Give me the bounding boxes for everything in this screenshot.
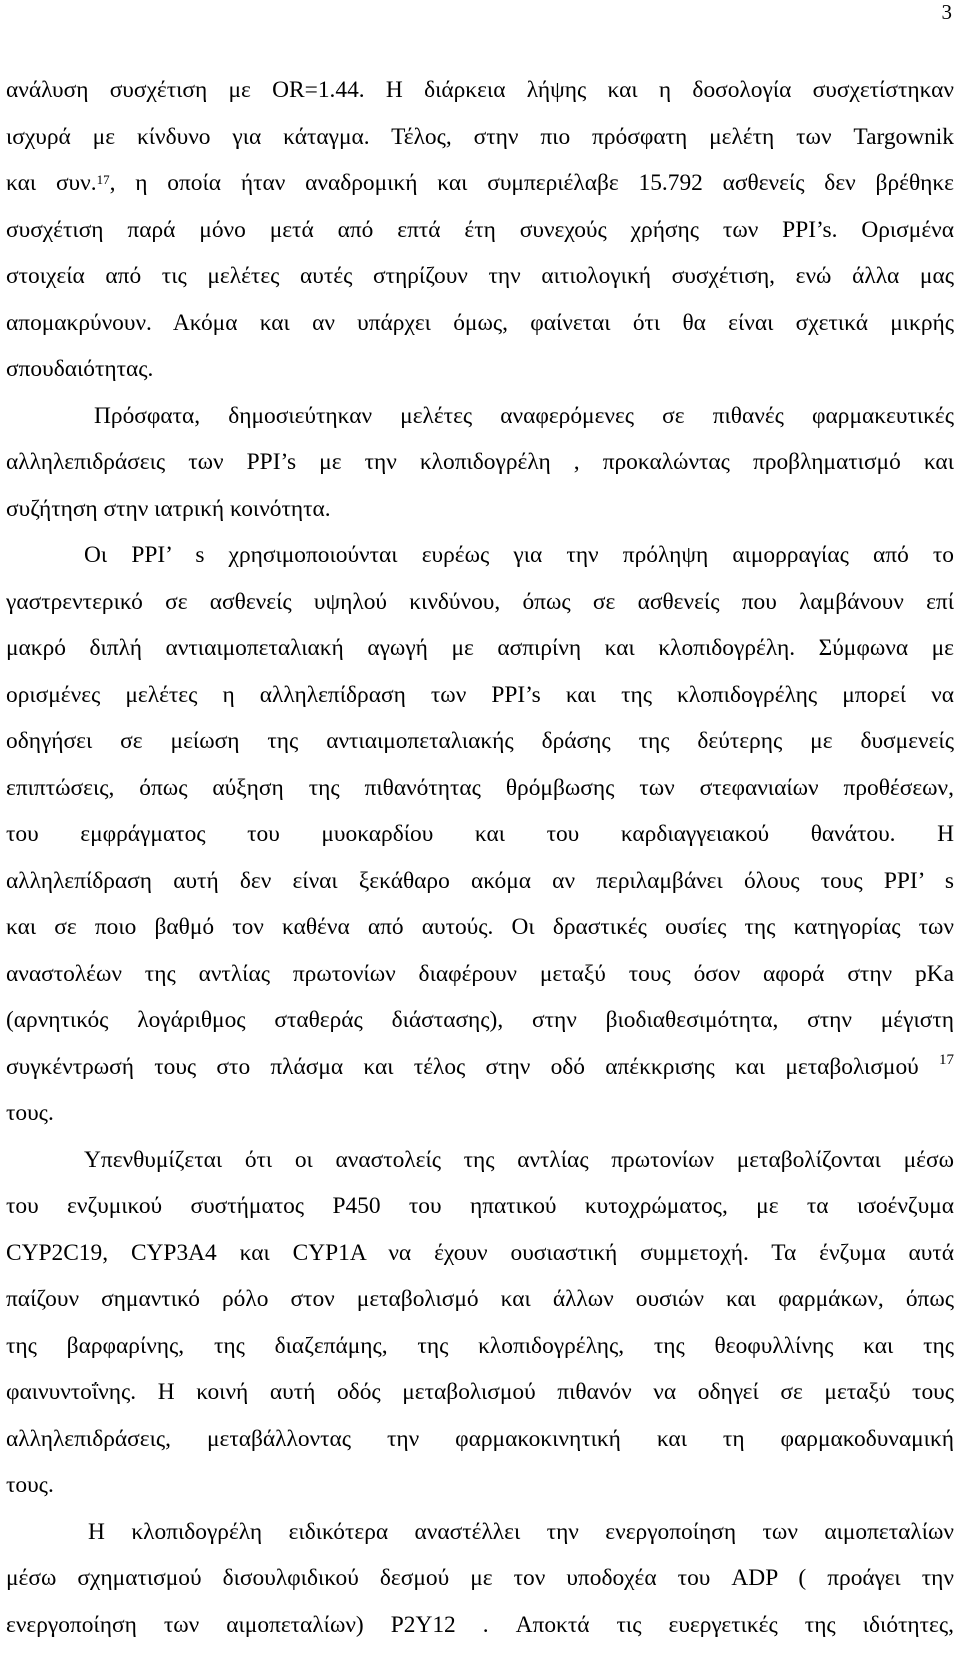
text-line: συσχέτιση παρά μόνο μετά από επτά έτη συνεχούς χρήσης των PPI’s. Ορισμένα <box>6 216 954 243</box>
text-line: ενεργοποίηση των αιμοπεταλίων) P2Y12 . Αποκτά τις ευεργετικές της ιδιότητες, <box>6 1611 954 1638</box>
text-line: συζήτηση στην ιατρική κοινότητα. <box>6 495 331 522</box>
text-line: φαινυντοΐνης. Η κοινή αυτή οδός μεταβολισμού πιθανόν να οδηγεί σε μεταξύ τους <box>6 1379 954 1405</box>
text-line: μακρό διπλή αντιαιμοπεταλιακή αγωγή με ασπιρίνη και κλοπιδογρέλη. Σύμφωνα με <box>6 635 954 661</box>
text-line: Πρόσφατα, δημοσιεύτηκαν μελέτες αναφερόμενες σε πιθανές φαρμακευτικές <box>94 402 954 429</box>
citation-superscript: 17 <box>96 172 110 187</box>
text-line: ανάλυση συσχέτιση με OR=1.44. Η διάρκεια λήψης και η δοσολογία συσχετίστηκαν <box>6 77 954 103</box>
page-number: 3 <box>941 0 952 24</box>
text-line: του ενζυμικού συστήματος P450 του ηπατικού κυτοχρώματος, με τα ισοένζυμα <box>6 1193 954 1219</box>
text-line: απομακρύνουν. Ακόμα και αν υπάρχει όμως, φαίνεται ότι θα είναι σχετικά μικρής <box>6 309 954 336</box>
text-line: οδηγήσει σε μείωση της αντιαιμοπεταλιακής δράσης της δεύτερης με δυσμενείς <box>6 728 954 754</box>
text-line: και σε ποιο βαθμό τον καθένα από αυτούς. Οι δραστικές ουσίες της κατηγορίας των <box>6 914 954 940</box>
text-segment: συγκέντρωσή τους στο πλάσμα και τέλος στην οδό απέκκρισης και μεταβολισμού <box>6 1053 939 1080</box>
text-line: ισχυρά με κίνδυνο για κάταγμα. Τέλος, στην πιο πρόσφατη μελέτη των Targownik <box>6 123 954 150</box>
text-line: παίζουν σημαντικό ρόλο στον μεταβολισμό και άλλων ουσιών και φαρμάκων, όπως <box>6 1286 954 1312</box>
text-line <box>6 1044 954 1091</box>
text-line: στοιχεία από τις μελέτες αυτές στηρίζουν την αιτιολογική συσχέτιση, ενώ άλλα μας <box>6 263 954 289</box>
text-line: της βαρφαρίνης, της διαζεπάμης, της κλοπιδογρέλης, της θεοφυλλίνης και της <box>6 1332 954 1359</box>
text-line: μέσω σχηματισμού δισουλφιδικού δεσμού με τον υποδοχέα του ADP ( προάγει την <box>6 1565 954 1591</box>
text-line: (αρνητικός λογάριθμος σταθεράς διάστασης), στην βιοδιαθεσιμότητα, στην μέγιστη <box>6 1007 954 1033</box>
text-line: τους. <box>6 1472 54 1498</box>
text-line: CYP2C19, CYP3A4 και CYP1A να έχουν ουσιαστική συμμετοχή. Τα ένζυμα αυτά <box>6 1239 954 1266</box>
text-line: Η κλοπιδογρέλη ειδικότερα αναστέλλει την ενεργοποίηση των αιμοπεταλίων <box>88 1518 954 1545</box>
text-line: σπουδαιότητας. <box>6 356 154 382</box>
text-line: Οι PPI’ s χρησιμοποιούνται ευρέως για την πρόληψη αιμορραγίας από το <box>84 542 954 568</box>
text-line: ορισμένες μελέτες η αλληλεπίδραση των PPI’s και της κλοπιδογρέλης μπορεί να <box>6 681 954 708</box>
text-line: αλληλεπιδράσεις των PPI’s με την κλοπιδογρέλη , προκαλώντας προβληματισμό και <box>6 449 954 475</box>
text-line: αναστολέων της αντλίας πρωτονίων διαφέρουν μεταξύ τους όσον αφορά στην pKa <box>6 960 954 987</box>
text-line: αλληλεπίδραση αυτή δεν είναι ξεκάθαρο ακόμα αν περιλαμβάνει όλους τους PPI’ s <box>6 867 954 894</box>
document-body <box>6 67 954 1648</box>
text-line: αλληλεπιδράσεις, μεταβάλλοντας την φαρμακοκινητική και τη φαρμακοδυναμική <box>6 1425 954 1452</box>
text-line: Υπενθυμίζεται ότι οι αναστολείς της αντλίας πρωτονίων μεταβολίζονται μέσω <box>84 1146 954 1173</box>
text-line <box>6 160 954 207</box>
text-line: τους. <box>6 1100 54 1126</box>
text-line: του εμφράγματος του μυοκαρδίου και του καρδιαγγειακού θανάτου. Η <box>6 821 954 847</box>
citation-superscript: 17 <box>939 1051 954 1068</box>
text-line: γαστρεντερικό σε ασθενείς υψηλού κινδύνου, όπως σε ασθενείς που λαμβάνουν επί <box>6 588 954 615</box>
text-segment: , η οποία ήταν αναδρομική και συμπεριέλαβε 15.792 ασθενείς δεν βρέθηκε <box>109 170 954 196</box>
text-segment: και συν. <box>6 170 97 196</box>
text-line: επιπτώσεις, όπως αύξηση της πιθανότητας θρόμβωσης των στεφανιαίων προθέσεων, <box>6 774 954 801</box>
